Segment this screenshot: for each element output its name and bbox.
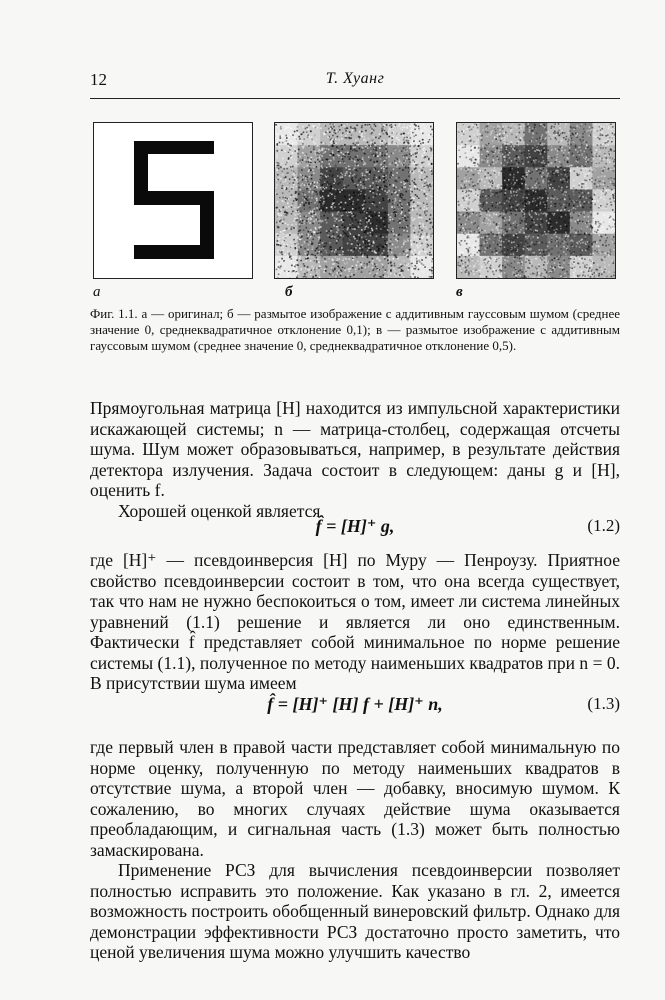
equation-expression: f̂ = [H]⁺ g, [315, 516, 395, 536]
equation-expression: f̂ = [H]⁺ [H] f + [H]⁺ n, [267, 694, 443, 714]
caption-text: Фиг. 1.1. а — оригинал; б — размытое изображение с аддитивным гауссовым шумом (среднее значение 0, среднеквадратичное отклонение 0,1); в — размытое изображение с аддитивным гауссовым шумом (среднее значение 0, среднеквадратичное отклонение 0,5). [90, 306, 620, 353]
paragraph-2 [90, 550, 620, 694]
equation-number: (1.2) [587, 516, 620, 535]
panel-label-b: б [285, 284, 293, 300]
noisy-blur-image [275, 123, 433, 278]
figure-caption [90, 306, 620, 354]
equation-1-3 [90, 694, 620, 720]
paragraph-text: где [H]⁺ — псевдоинверсия [H] по Муру — Пенроузу. Приятное свойство псевдоинверсии состоит в том, что она всегда существует, так что нам не нужно беспокоиться о том, имеет ли система линейных уравнений (1.1) решение и является ли оно единственным. Фактически f̂ представляет собой минимальное по норме решение системы (1.1), полученное по методу наименьших квадратов при n = 0. В присутствии шума имеем [90, 550, 620, 693]
paragraph-3 [90, 737, 620, 963]
running-head: Т. Хуанг [325, 70, 385, 87]
figure-panel-original [93, 122, 253, 279]
panel-label-c: в [456, 284, 463, 300]
paragraph-1 [90, 398, 620, 521]
figure-panel-blurred-low-noise [274, 122, 434, 279]
panel-label-a: а [93, 284, 101, 300]
noisy-blur-image-strong [457, 123, 615, 278]
page-header [90, 70, 620, 92]
equation-number: (1.3) [587, 694, 620, 713]
paragraph-text: Применение РСЗ для вычисления псевдоинверсии позволяет полностью исправить это положение. Как указано в гл. 2, имеется возможность построить обобщенный винеровский фильтр. Однако для демонстрации эффективности РСЗ достаточно просто заметить, что ценой увеличения шума можно улучшить качество [90, 860, 620, 962]
paragraph-text: Прямоугольная матрица [H] находится из импульсной характеристики искажающей системы; n — матрица-столбец, содержащая отсчеты шума. Шум может образовываться, например, в результате действия детектора излучения. Задача состоит в следующем: даны g и [H], оценить f. [90, 398, 620, 500]
equation-1-2 [90, 516, 620, 542]
paragraph-text: где первый член в правой части представляет собой минимальную по норме оценку, полученную по методу наименьших квадратов в отсутствие шума, а второй член — добавку, вносимую шумом. К сожалению, во многих случаях действие шума оказывается преобладающим, и сигнальная часть (1.3) может быть полностью замаскирована. [90, 737, 620, 860]
header-rule [90, 98, 620, 99]
digit-five-image [94, 123, 252, 278]
paragraph-text: Хорошей оценкой является [118, 500, 321, 521]
figure-panel-blurred-high-noise [456, 122, 616, 279]
page-number: 12 [90, 70, 107, 89]
